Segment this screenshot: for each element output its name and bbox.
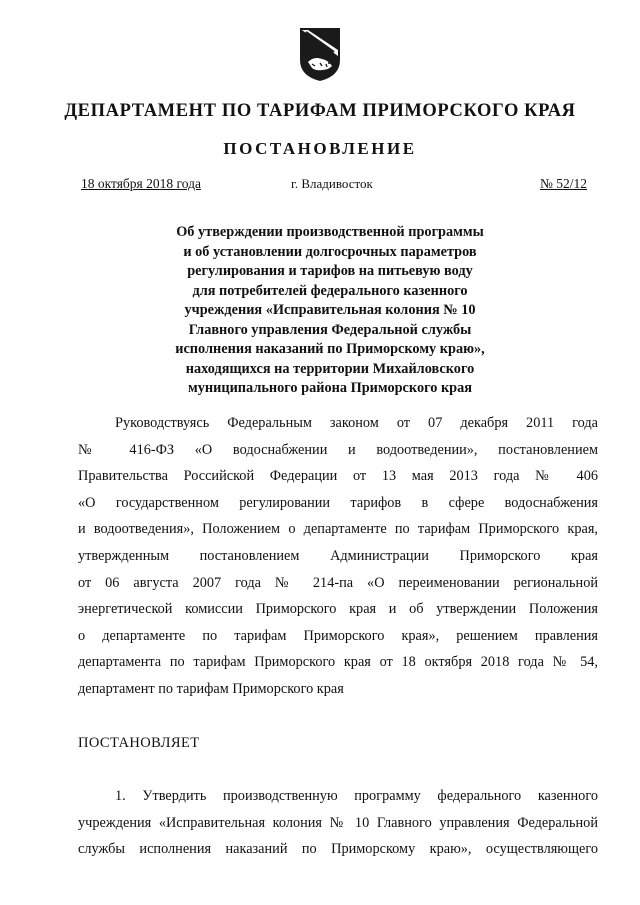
subject-line: муниципального района Приморского края xyxy=(187,380,473,396)
text-line: 1. Утвердить производственную программу федерального казенного xyxy=(115,788,598,804)
document-date: 18 октября 2018 года xyxy=(81,176,201,191)
document-type-heading: ПОСТАНОВЛЕНИЕ xyxy=(223,139,417,158)
document-subject xyxy=(150,223,510,399)
text-line: учреждения «Исправительная колония № 10 Главного управления Федеральной xyxy=(78,814,598,831)
resolves-heading: ПОСТАНОВЛЯЕТ xyxy=(78,735,200,751)
item-1-paragraph xyxy=(78,783,598,863)
subject-line: учреждения «Исправительная колония № 10 xyxy=(184,302,476,318)
text-line: департамент по тарифам Приморского края xyxy=(78,680,344,697)
subject-line: находящихся на территории Михайловского xyxy=(185,360,475,377)
subject-line: регулирования и тарифов на питьевую воду xyxy=(187,263,473,279)
text-line: энергетической комиссии Приморского края и об утверждении Положения xyxy=(78,601,598,618)
department-name: ДЕПАРТАМЕНТ ПО ТАРИФАМ ПРИМОРСКОГО КРАЯ xyxy=(64,101,576,121)
document-city: г. Владивосток xyxy=(291,176,373,191)
subject-line: исполнения наказаний по Приморскому краю», xyxy=(175,341,485,357)
text-line: утвержденным постановлением Администрации Приморского края xyxy=(78,547,598,564)
text-line: «О государственном регулировании тарифов в сфере водоснабжения xyxy=(78,494,598,511)
subject-line: Главного управления Федеральной службы xyxy=(188,321,472,338)
text-line: Руководствуясь Федеральным законом от 07 декабря 2011 года xyxy=(115,415,598,431)
text-line: № 416-ФЗ «О водоснабжении и водоотведении», постановлением xyxy=(78,441,598,458)
coat-of-arms-emblem xyxy=(298,26,342,82)
text-line: и водоотведения», Положением о департаменте по тарифам Приморского края, xyxy=(78,521,598,538)
text-line: Правительства Российской Федерации от 13 мая 2013 года № 406 xyxy=(78,468,598,485)
text-line: о департаменте по тарифам Приморского края», решением правления xyxy=(78,627,598,644)
text-line: департамента по тарифам Приморского края от 18 октября 2018 года № 54, xyxy=(78,654,598,671)
subject-line: для потребителей федерального казенного xyxy=(192,282,468,299)
text-line: службы исполнения наказаний по Приморскому краю», осуществляющего xyxy=(78,841,598,858)
subject-line: и об установлении долгосрочных параметров xyxy=(183,243,477,260)
subject-line: Об утверждении производственной программы xyxy=(176,224,484,240)
text-line: от 06 августа 2007 года № 214-па «О переименовании региональной xyxy=(78,574,598,591)
document-number: № 52/12 xyxy=(540,176,588,191)
preamble-paragraph xyxy=(78,410,598,703)
